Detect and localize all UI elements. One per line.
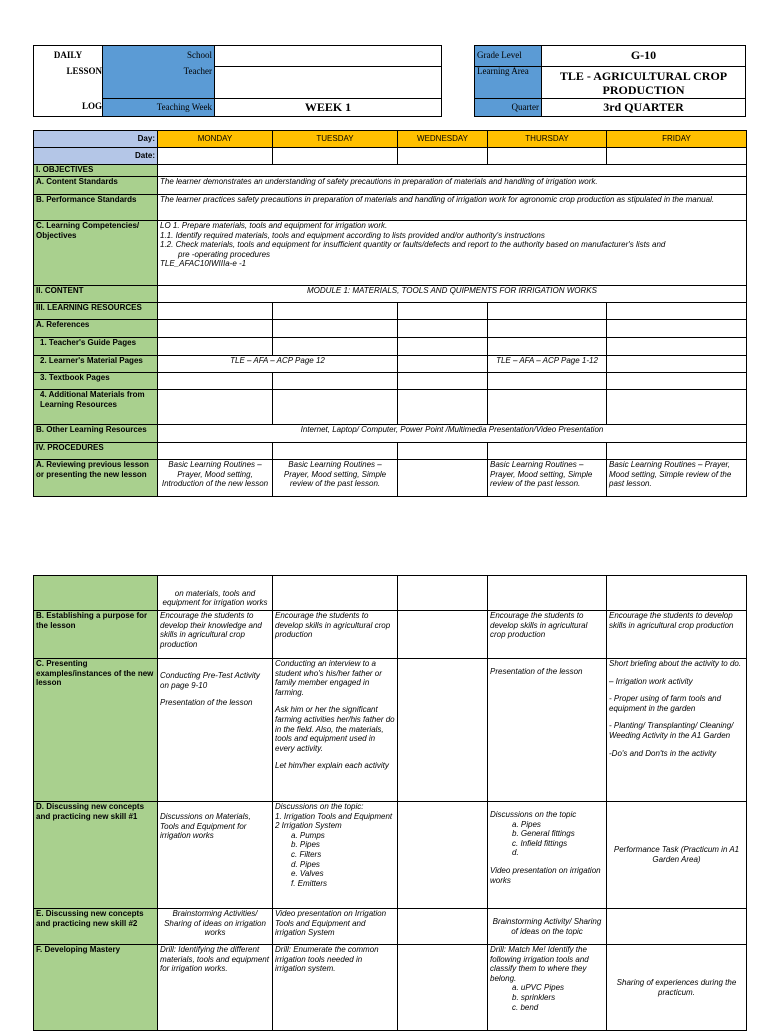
header-spacer (442, 46, 475, 117)
competencies-label: C. Learning Competencies/ Objectives (34, 221, 158, 286)
discussing1-label: D. Discussing new concepts and practicing new skill #1 (34, 802, 158, 909)
competency-line: 1.1. Identify required materials, tools and equipment according to lists provided and/or authority's instructions (160, 230, 545, 240)
quarter-label: Quarter (475, 99, 542, 117)
other-resources-label: B. Other Learning Resources (34, 425, 158, 443)
procedures-heading: IV. PROCEDURES (34, 443, 158, 460)
mastery-label: F. Developing Mastery (34, 945, 158, 1031)
purpose-tuesday: Encourage the students to develop skills in agricultural crop production (273, 611, 398, 659)
discussing1-thursday-sub: c. Infield fittings (512, 838, 568, 848)
presenting-friday-line: - Planting/ Transplanting/ Cleaning/ Weeding Activity in the A1 Garden (609, 721, 734, 740)
discussing1-tuesday-sub: d. Pipes (291, 859, 320, 869)
discussing1-thursday (488, 802, 607, 909)
content-standards-label: A. Content Standards (34, 177, 158, 195)
learning-area-value: TLE - AGRICULTURAL CROP PRODUCTION (542, 67, 746, 99)
date-label: Date: (34, 148, 158, 165)
continued-monday: on materials, tools and equipment for irrigation works (158, 576, 273, 611)
date-tuesday[interactable] (273, 148, 398, 165)
discussing2-label: E. Discussing new concepts and practicing new skill #2 (34, 909, 158, 945)
lesson-label: LESSON (34, 67, 103, 99)
discussing1-tuesday-sub: b. Pipes (291, 840, 320, 850)
mastery-thursday-sub: b. sprinklers (512, 992, 556, 1002)
plan-table-page-1 (33, 130, 747, 497)
grade-level-label: Grade Level (475, 46, 542, 67)
lm-pages-thu: TLE – AFA – ACP Page 1-12 (488, 356, 607, 373)
content-value: MODULE 1: MATERIALS, TOOLS AND QUIPMENTS FOR IRRIGATION WORKS (158, 286, 747, 303)
discussing2-tuesday: Video presentation on Irrigation Tools and Equipment and irrigation System (273, 909, 398, 945)
date-monday[interactable] (158, 148, 273, 165)
mastery-thursday-sub: c. bend (512, 1002, 539, 1012)
presenting-tuesday-line: Ask him or her the significant farming activities her/his father do in the field. Also, the materials, tools and equipment used in every activity. (275, 705, 395, 753)
additional-materials-label: 4. Additional Materials from Learning Resources (34, 390, 158, 425)
mastery-thursday-line: Drill: Match Me! Identify the following irrigation tools and classify them to where they belong. (490, 945, 589, 983)
presenting-friday-line: - Proper using of farm tools and equipment in the garden (609, 694, 722, 713)
daily-label: DAILY (34, 46, 103, 67)
plan-table-page-2 (33, 575, 747, 1031)
day-thursday: THURSDAY (488, 131, 607, 148)
competency-line: 1.2. Check materials, tools and equipment for insufficient quantity or faults/defects and report to the authority based on manufacturer's lists and (160, 240, 666, 250)
references-label: A. References (34, 320, 158, 338)
teacher-label: Teacher (103, 67, 215, 99)
presenting-friday-line: -Do's and Don'ts in the activity (609, 748, 717, 758)
reviewing-label: A. Reviewing previous lesson or presenting the new lesson (34, 460, 158, 497)
discussing1-friday: Performance Task (Practicum in A1 Garden Area) (607, 802, 747, 909)
discussing1-tuesday-sub: f. Emitters (291, 878, 328, 888)
other-resources-text: Internet, Laptop/ Computer, Power Point /Multimedia Presentation/Video Presentation (158, 425, 747, 443)
learning-resources-heading: III. LEARNING RESOURCES (34, 303, 158, 320)
mastery-friday: Sharing of experiences during the practicum. (607, 945, 747, 1031)
teacher-value[interactable] (215, 67, 442, 99)
week-value: WEEK 1 (215, 99, 442, 117)
school-label: School (103, 46, 215, 67)
day-tuesday: TUESDAY (273, 131, 398, 148)
discussing2-thursday: Brainstorming Activity/ Sharing of ideas on the topic (488, 909, 607, 945)
lm-pages-label: 2. Learner's Material Pages (34, 356, 158, 373)
presenting-friday-line: – Irrigation work activity (609, 676, 693, 686)
purpose-thursday: Encourage the students to develop skills in agricultural crop production (488, 611, 607, 659)
day-wednesday: WEDNESDAY (398, 131, 488, 148)
header-table (33, 45, 746, 117)
quarter-value: 3rd QUARTER (542, 99, 746, 117)
tg-pages-label: 1. Teacher's Guide Pages (34, 338, 158, 356)
presenting-tuesday-line: Let him/her explain each activity (275, 761, 389, 771)
purpose-friday: Encourage the students to develop skills in agricultural crop production (607, 611, 747, 659)
discussing1-tuesday (273, 802, 398, 909)
competency-line: TLE_AFAC10IWIIIa-e -1 (160, 259, 247, 269)
objectives-blank (158, 165, 747, 177)
performance-standards-label: B. Performance Standards (34, 195, 158, 221)
discussing1-thursday-sub: a. Pipes (512, 819, 541, 829)
mastery-monday: Drill: Identifying the different materials, tools and equipment for irrigation works. (158, 945, 273, 1031)
learning-area-label: Learning Area (475, 67, 542, 99)
reviewing-friday: Basic Learning Routines – Prayer, Mood setting, Simple review of the past lesson. (607, 460, 747, 497)
competency-line: LO 1. Prepare materials, tools and equipment for irrigation work. (160, 221, 388, 230)
day-friday: FRIDAY (607, 131, 747, 148)
discussing1-tuesday-sub: c. Filters (291, 849, 322, 859)
mastery-thursday (488, 945, 607, 1031)
discussing1-tuesday-line: 2 Irrigation System (275, 821, 342, 831)
content-standards-text: The learner demonstrates an understanding of safety precautions in preparation of materials and handling of irrigation work. (158, 177, 747, 195)
discussing1-tuesday-sub: a. Pumps (291, 830, 325, 840)
teaching-week-label: Teaching Week (103, 99, 215, 117)
discussing1-tuesday-sub: e. Valves (291, 869, 324, 879)
date-thursday[interactable] (488, 148, 607, 165)
date-wednesday[interactable] (398, 148, 488, 165)
reviewing-thursday: Basic Learning Routines – Prayer, Mood setting, Simple review of the past lesson. (488, 460, 607, 497)
presenting-monday (158, 659, 273, 802)
date-friday[interactable] (607, 148, 747, 165)
presenting-friday-line: Short briefing about the activity to do. (609, 659, 742, 668)
log-label: LOG (34, 99, 103, 117)
lm-pages-mon-tue: TLE – AFA – ACP Page 12 (158, 356, 398, 373)
discussing1-tuesday-line: 1. Irrigation Tools and Equipment (275, 811, 393, 821)
discussing1-monday: Discussions on Materials, Tools and Equipment for irrigation works (158, 802, 273, 909)
purpose-label: B. Establishing a purpose for the lesson (34, 611, 158, 659)
presenting-monday-line: Presentation of the lesson (160, 698, 253, 708)
school-value[interactable] (215, 46, 442, 67)
performance-standards-text: The learner practices safety precautions in preparation of materials and handling of irrigation work for agronomic crop production as stipulated in the manual. (158, 195, 747, 221)
discussing1-thursday-sub: b. General fittings (512, 829, 575, 839)
grade-level-value: G-10 (542, 46, 746, 67)
presenting-monday-line: Conducting Pre-Test Activity on page 9-10 (160, 671, 260, 690)
mastery-tuesday: Drill: Enumerate the common irrigation tools needed in irrigation system. (273, 945, 398, 1031)
discussing2-monday: Brainstorming Activities/ Sharing of ideas on irrigation works (158, 909, 273, 945)
day-monday: MONDAY (158, 131, 273, 148)
mastery-thursday-sub: a. uPVC Pipes (512, 983, 565, 993)
objectives-heading: I. OBJECTIVES (34, 165, 158, 177)
presenting-label: C. Presenting examples/instances of the new lesson (34, 659, 158, 802)
discussing1-tuesday-line: Discussions on the topic: (275, 802, 364, 811)
day-label: Day: (34, 131, 158, 148)
discussing1-thursday-sub: d. (512, 848, 519, 858)
discussing1-thursday-line: Discussions on the topic (490, 810, 577, 819)
presenting-tuesday-line: Conducting an interview to a student who's his/her father or family member engaged in farming. (275, 659, 382, 697)
discussing1-thursday-line: Video presentation on irrigation works (490, 865, 601, 885)
presenting-friday (607, 659, 747, 802)
purpose-monday: Encourage the students to develop their knowledge and skills in agricultural crop production (158, 611, 273, 659)
presenting-thursday: Presentation of the lesson (488, 659, 607, 802)
content-label: II. CONTENT (34, 286, 158, 303)
competencies-text (158, 221, 747, 286)
reviewing-tuesday: Basic Learning Routines – Prayer, Mood setting, Simple review of the past lesson. (273, 460, 398, 497)
textbook-pages-label: 3. Textbook Pages (34, 373, 158, 390)
competency-line: pre -operating procedures (178, 249, 271, 259)
presenting-tuesday (273, 659, 398, 802)
reviewing-monday: Basic Learning Routines – Prayer, Mood setting, Introduction of the new lesson (158, 460, 273, 497)
